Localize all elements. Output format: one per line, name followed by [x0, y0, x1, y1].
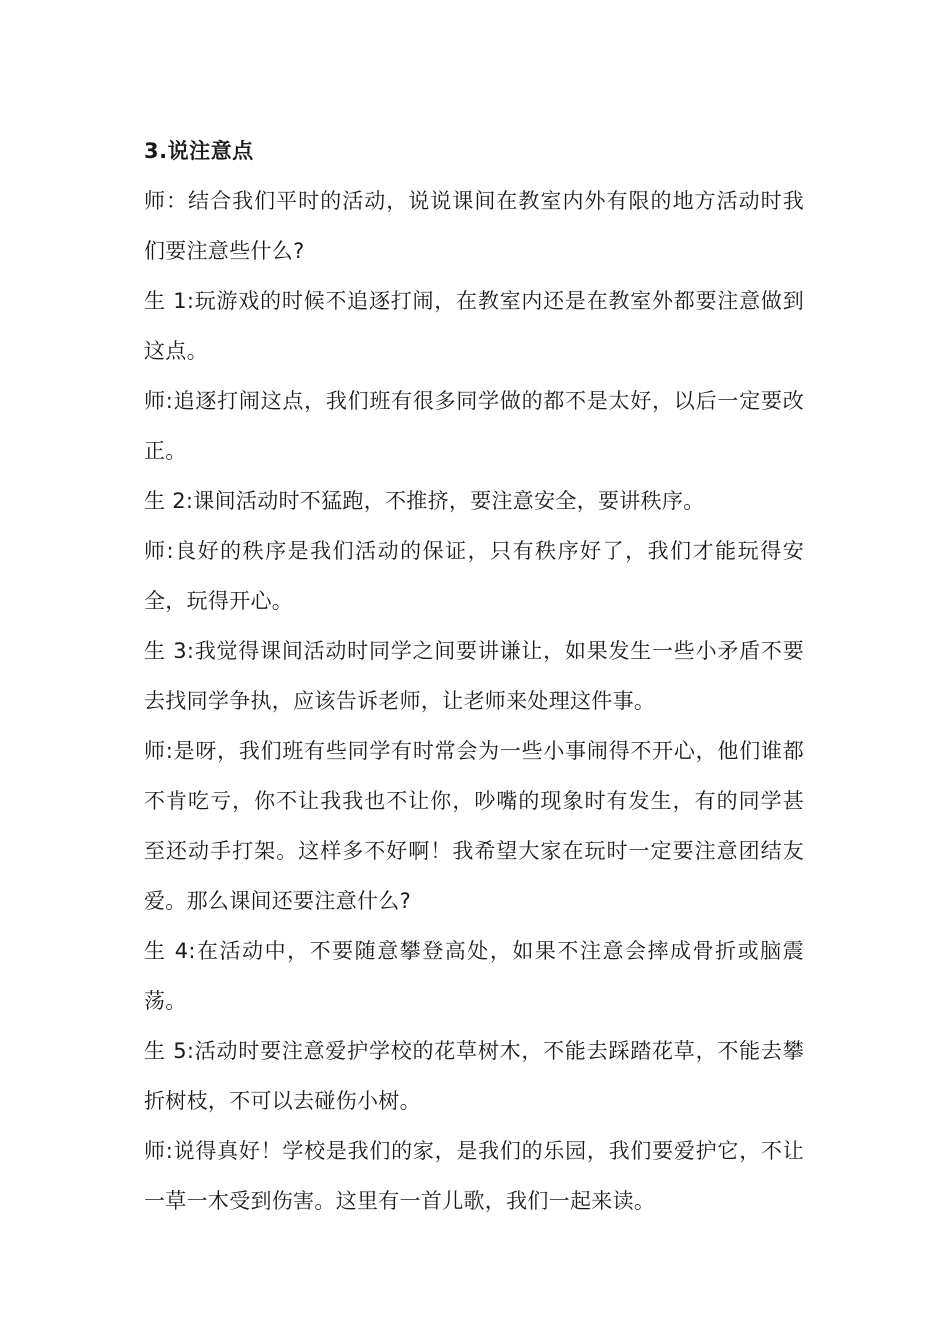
document-page — [144, 126, 804, 1226]
dialogue-paragraph-6: 生 3:我觉得课间活动时同学之间要讲谦让，如果发生一些小矛盾不要去找同学争执，应该告诉老师，让老师来处理这件事。 — [144, 639, 804, 713]
dialogue-paragraph-5: 师:良好的秩序是我们活动的保证，只有秩序好了，我们才能玩得安全，玩得开心。 — [144, 539, 804, 613]
dialogue-paragraph-4: 生 2:课间活动时不猛跑，不推挤，要注意安全，要讲秩序。 — [144, 489, 705, 513]
dialogue-paragraph-8: 生 4:在活动中，不要随意攀登高处，如果不注意会摔成骨折或脑震荡。 — [144, 939, 804, 1013]
section-heading: 3.说注意点 — [144, 139, 254, 163]
dialogue-paragraph-1: 师：结合我们平时的活动，说说课间在教室内外有限的地方活动时我们要注意些什么? — [144, 189, 804, 263]
dialogue-paragraph-2: 生 1:玩游戏的时候不追逐打闹，在教室内还是在教室外都要注意做到这点。 — [144, 289, 804, 363]
dialogue-paragraph-9: 生 5:活动时要注意爱护学校的花草树木，不能去踩踏花草，不能去攀折树枝，不可以去碰伤小树。 — [144, 1039, 804, 1113]
dialogue-paragraph-10: 师:说得真好！学校是我们的家，是我们的乐园，我们要爱护它，不让一草一木受到伤害。这里有一首儿歌，我们一起来读。 — [144, 1139, 804, 1213]
dialogue-paragraph-3: 师:追逐打闹这点，我们班有很多同学做的都不是太好，以后一定要改正。 — [144, 389, 804, 463]
dialogue-paragraph-7: 师:是呀，我们班有些同学有时常会为一些小事闹得不开心，他们谁都不肯吃亏，你不让我我也不让你，吵嘴的现象时有发生，有的同学甚至还动手打架。这样多不好啊！我希望大家在玩时一定要注意团结友爱。那么课间还要注意什么? — [144, 739, 804, 913]
